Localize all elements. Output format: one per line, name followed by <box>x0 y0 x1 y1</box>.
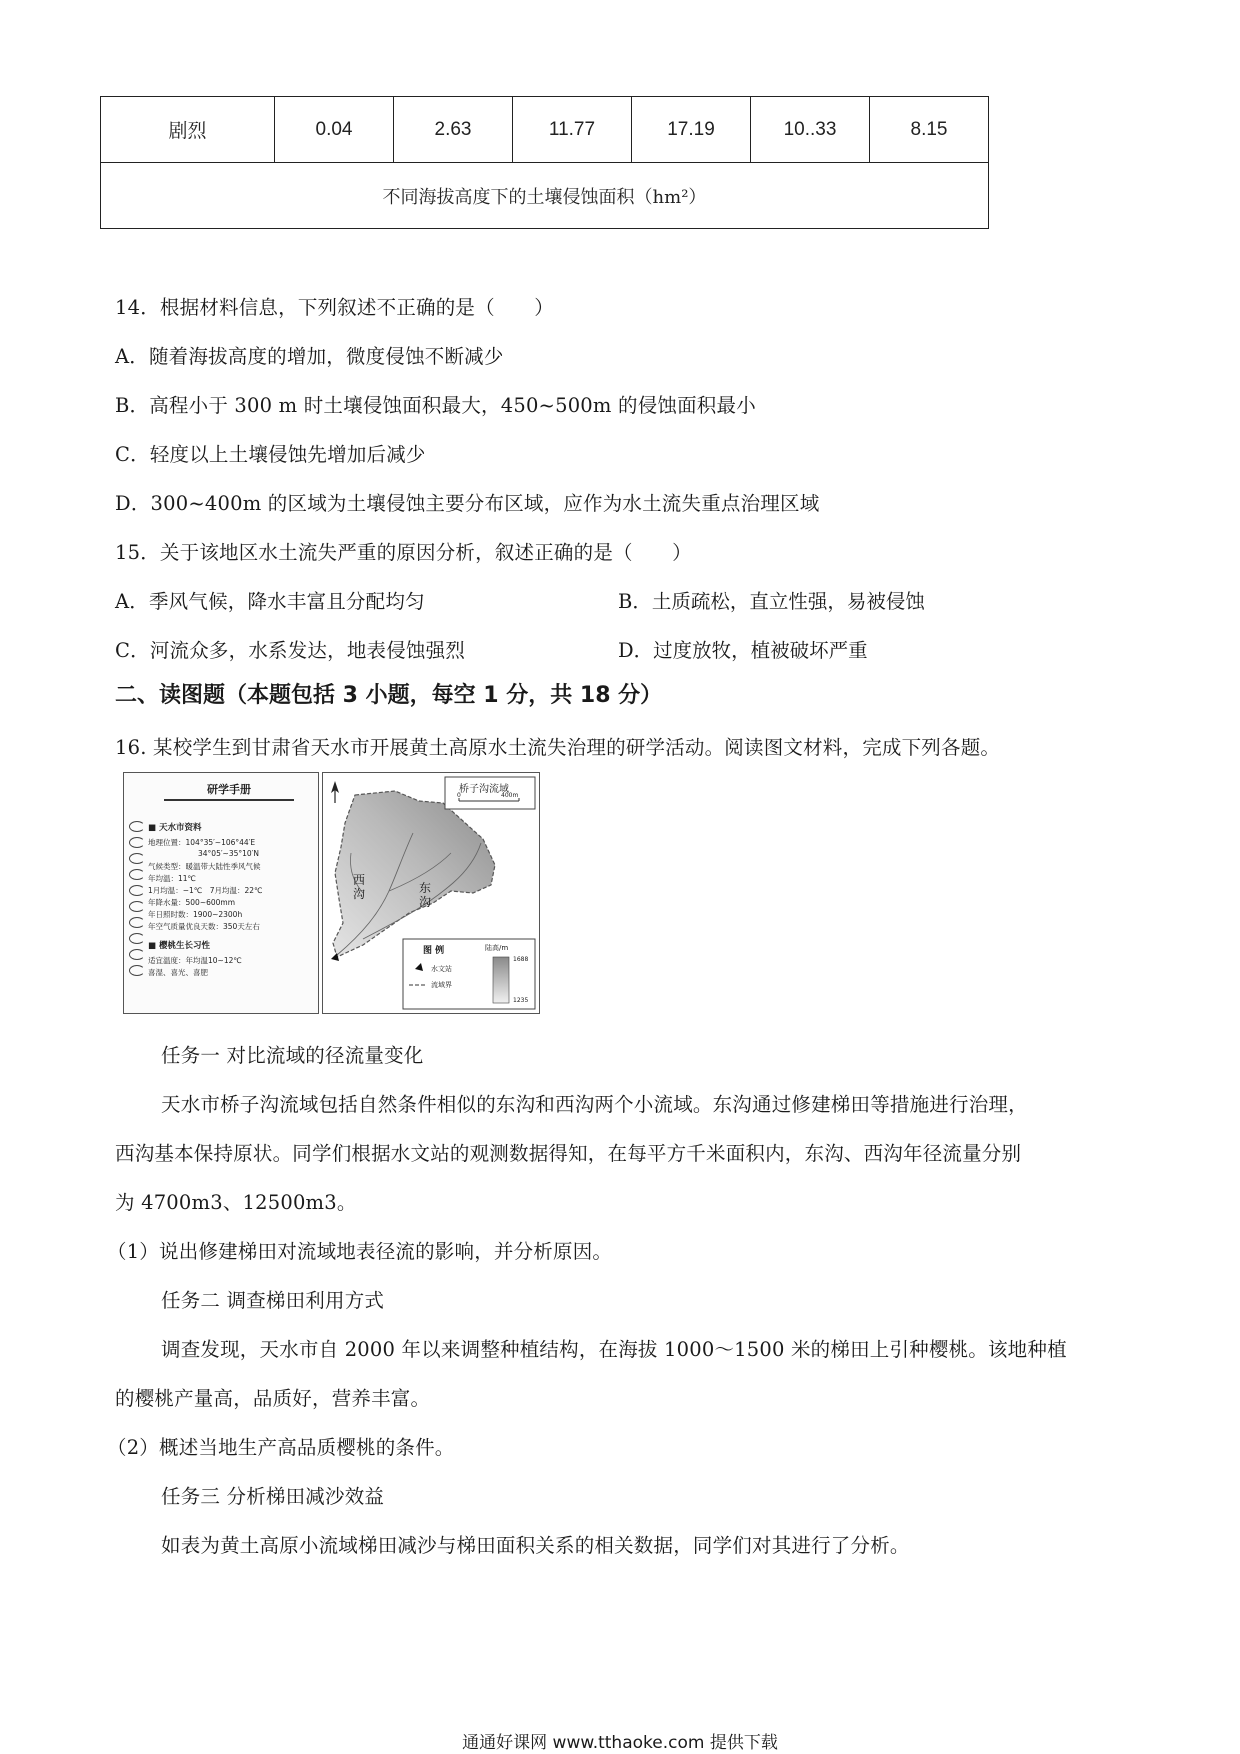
q16-stem: 16. 某校学生到甘肃省天水市开展黄土高原水土流失治理的研学活动。阅读图文材料，完成下列各题。 <box>115 736 1001 759</box>
task1-paragraph: 为 4700m3、12500m3。 <box>115 1191 357 1214</box>
binder-ring-icon <box>129 869 145 880</box>
table-cell: 0.04 <box>275 97 394 163</box>
binder-ring-icon <box>129 901 145 912</box>
q14-stem: 14．根据材料信息，下列叙述不正确的是（ ） <box>115 296 554 319</box>
manual-line: 年日照时数：1900~2300h <box>148 910 243 919</box>
manual-heading: ■ 樱桃生长习性 <box>148 941 210 951</box>
section-title: 二、读图题（本题包括 3 小题，每空 1 分，共 18 分） <box>115 683 663 708</box>
task3-title: 任务三 分析梯田减沙效益 <box>161 1485 385 1508</box>
table-caption-row <box>101 163 989 229</box>
north-arrow-icon <box>331 781 339 803</box>
q14-option-a: A．随着海拔高度的增加，微度侵蚀不断减少 <box>115 345 504 368</box>
table-caption: 不同海拔高度下的土壤侵蚀面积（hm²） <box>101 163 989 229</box>
table-cell: 2.63 <box>394 97 513 163</box>
legend-title: 图 例 <box>423 946 445 956</box>
q15-option-d: D．过度放牧，植被破坏严重 <box>618 639 868 662</box>
task2-title: 任务二 调查梯田利用方式 <box>161 1289 385 1312</box>
manual-line: 年空气质量优良天数：350天左右 <box>148 922 260 931</box>
elevation-min: 1235 <box>513 997 529 1004</box>
binder-ring-icon <box>129 949 145 960</box>
elevation-scale-bar <box>493 957 509 1003</box>
research-manual-figure <box>123 772 319 1014</box>
binder-ring-icon <box>129 837 145 848</box>
manual-line: 34°05′~35°10′N <box>198 849 259 858</box>
task2-paragraph: 调查发现，天水市自 2000 年以来调整种植结构，在海拔 1000～1500 米的梯田上引种樱桃。该地种植 <box>161 1338 1067 1361</box>
table-cell: 剧烈 <box>101 97 275 163</box>
task1-paragraph: 西沟基本保持原状。同学们根据水文站的观测数据得知，在每平方千米面积内，东沟、西沟年径流量分别 <box>115 1142 1022 1165</box>
task1-paragraph: 天水市桥子沟流域包括自然条件相似的东沟和西沟两个小流域。东沟通过修建梯田等措施进行治理， <box>161 1093 1028 1116</box>
binder-ring-icon <box>129 885 145 896</box>
table-cell: 8.15 <box>870 97 989 163</box>
east-gully-label: 东沟 <box>419 881 432 909</box>
binder-ring-icon <box>129 917 145 928</box>
manual-line: 气候类型：暖温带大陆性季风气候 <box>148 862 261 871</box>
q15-option-c: C．河流众多，水系发达，地表侵蚀强烈 <box>115 639 466 662</box>
scale-label: 400m <box>501 792 519 799</box>
elevation-max: 1688 <box>513 956 529 963</box>
question-1: （1）说出修建梯田对流域地表径流的影响，并分析原因。 <box>107 1240 613 1263</box>
legend-boundary-label: 流域界 <box>431 981 452 989</box>
q15-option-a: A．季风气候，降水丰富且分配均匀 <box>115 590 425 613</box>
scale-zero: 0 <box>457 792 461 799</box>
manual-line: 年降水量：500~600mm <box>148 898 236 907</box>
manual-heading: ■ 天水市资料 <box>148 823 202 833</box>
manual-line: 喜湿、喜光、喜肥 <box>148 968 208 977</box>
q15-option-b: B．土质疏松，直立性强，易被侵蚀 <box>618 590 925 613</box>
table-cell: 10..33 <box>751 97 870 163</box>
q14-option-c: C．轻度以上土壤侵蚀先增加后减少 <box>115 443 426 466</box>
legend-station-label: 水文站 <box>431 965 452 973</box>
table-cell: 11.77 <box>513 97 632 163</box>
task3-paragraph: 如表为黄土高原小流域梯田减沙与梯田面积关系的相关数据，同学们对其进行了分析。 <box>161 1534 910 1557</box>
manual-title: 研学手册 <box>164 781 294 801</box>
manual-line: 适宜温度：年均温10~12℃ <box>148 956 242 965</box>
manual-line: 年均温：11℃ <box>148 874 196 883</box>
binder-ring-icon <box>129 821 145 832</box>
q14-option-b: B．高程小于 300 m 时土壤侵蚀面积最大，450~500m 的侵蚀面积最小 <box>115 394 756 417</box>
binder-ring-icon <box>129 853 145 864</box>
binder-ring-icon <box>129 965 145 976</box>
manual-line: 地理位置：104°35′~106°44′E <box>148 838 256 847</box>
erosion-table <box>100 96 989 229</box>
table-cell: 17.19 <box>632 97 751 163</box>
page-footer: 通通好课网 www.tthaoke.com 提供下载 <box>462 1733 778 1753</box>
west-gully-label: 西沟 <box>353 873 366 901</box>
table-row <box>101 97 989 163</box>
question-2: （2）概述当地生产高品质樱桃的条件。 <box>107 1436 455 1459</box>
q14-option-d: D．300~400m 的区域为土壤侵蚀主要分布区域，应作为水土流失重点治理区域 <box>115 492 820 515</box>
task2-paragraph: 的樱桃产量高，品质好，营养丰富。 <box>115 1387 431 1410</box>
map-title: 桥子沟流域 <box>459 784 509 795</box>
manual-line: 1月均温：−1℃ 7月均温：22℃ <box>148 886 263 895</box>
binder-ring-icon <box>129 933 145 944</box>
elevation-label: 陆高/m <box>485 944 509 952</box>
task1-title: 任务一 对比流域的径流量变化 <box>161 1044 424 1067</box>
q15-stem: 15．关于该地区水土流失严重的原因分析，叙述正确的是（ ） <box>115 541 692 564</box>
watershed-map-figure <box>322 772 540 1014</box>
